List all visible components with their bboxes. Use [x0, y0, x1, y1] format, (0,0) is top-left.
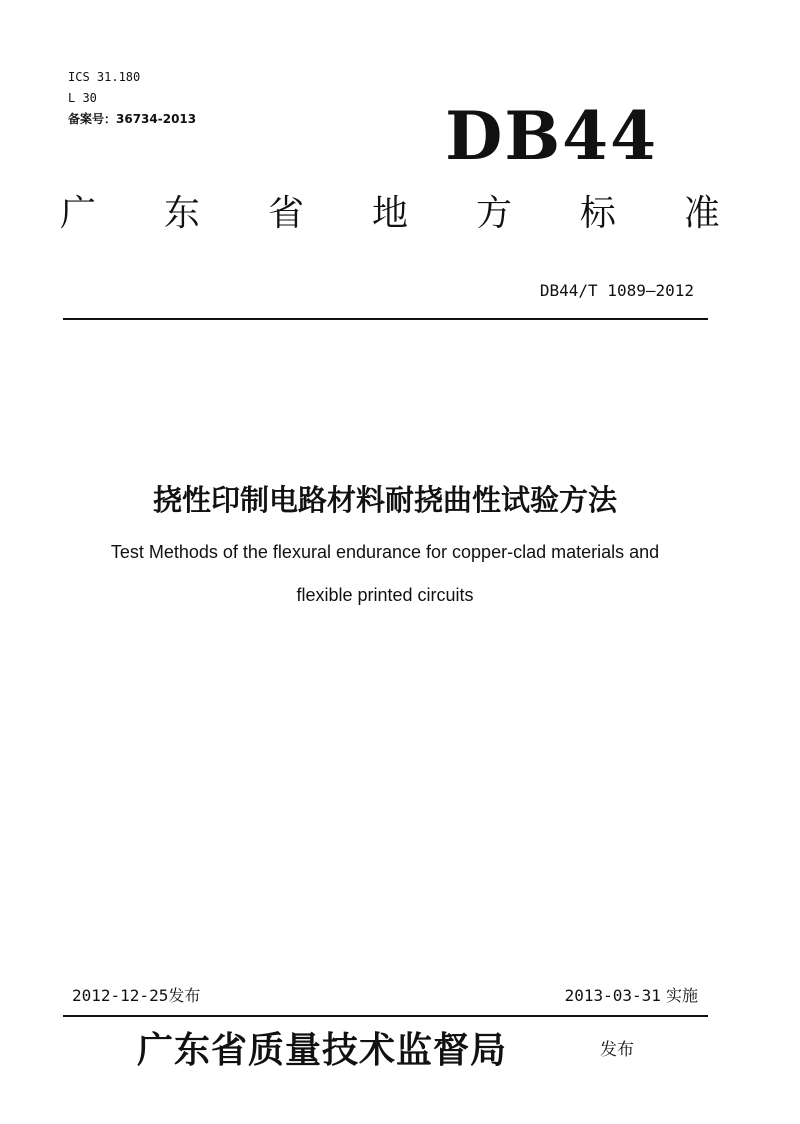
standard-number: DB44/T 1089—2012	[539, 281, 694, 300]
standard-type-heading	[60, 190, 720, 238]
ics-code: ICS 31.180	[68, 70, 141, 84]
issuer-suffix: 发布	[600, 1040, 634, 1060]
implement-date	[565, 985, 698, 1007]
standard-type-char: 准	[683, 193, 720, 234]
header-divider	[63, 318, 708, 320]
publish-date-label: 发布	[168, 986, 201, 1005]
title-english-line2: flexible printed circuits	[296, 585, 474, 605]
standard-type-char: 方	[475, 193, 512, 234]
standard-type-char: 东	[163, 193, 200, 234]
standard-type-char: 地	[371, 193, 408, 234]
registration-number: 备案号：36734-2013	[68, 112, 197, 126]
title-english-line1: Test Methods of the flexural endurance for copper-clad materials and	[110, 542, 660, 562]
standard-type-char: 省	[267, 193, 304, 234]
ccs-code: L 30	[68, 91, 97, 105]
implement-date-label: 实施	[665, 986, 698, 1005]
title-chinese: 挠性印制电路材料耐挠曲性试验方法	[152, 483, 617, 517]
standard-type-char: 标	[579, 193, 616, 234]
standard-type-char: 广	[60, 193, 97, 234]
footer-divider	[63, 1015, 708, 1017]
publish-date	[72, 985, 200, 1007]
publish-date-value: 2012-12-25	[72, 986, 169, 1005]
issuer-name: 广东省质量技术监督局	[137, 1029, 508, 1071]
implement-date-value: 2013-03-31	[564, 986, 661, 1005]
standard-logo: DB44	[445, 97, 658, 175]
